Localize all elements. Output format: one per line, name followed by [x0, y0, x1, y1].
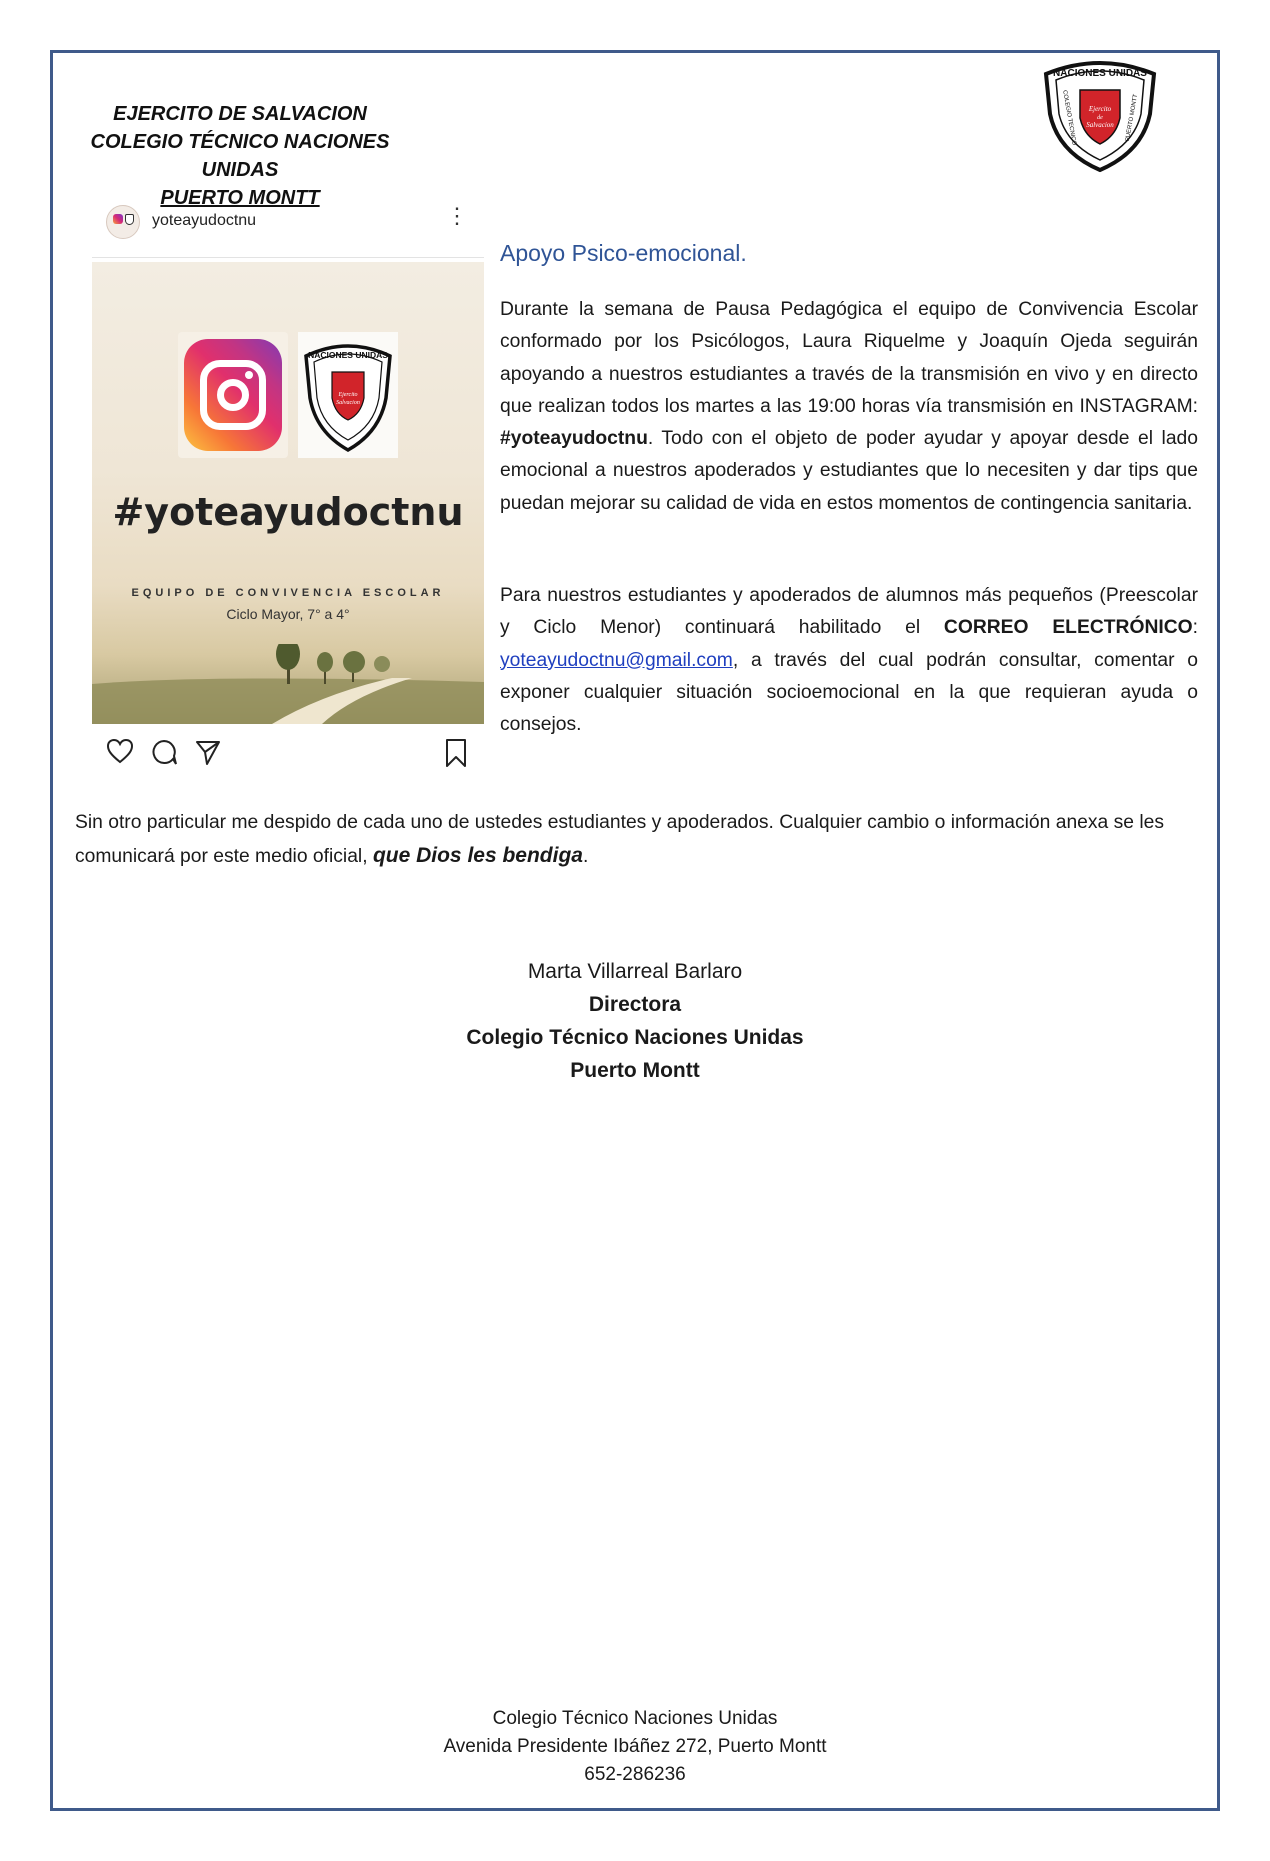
post-cycle-label: Ciclo Mayor, 7° a 4° [226, 606, 350, 622]
post-team-label: EQUIPO DE CONVIVENCIA ESCOLAR [131, 587, 445, 599]
p1-text-b: . Todo con el objeto de poder ayudar y apoyar desde el lado emocional a nuestros apoderados y estudiantes que lo necesiten y dar tips que puedan mejorar su calidad de vida en estos momentos de contingencia sanitaria. [500, 428, 1198, 514]
p1-text-a: Durante la semana de Pausa Pedagógica el equipo de Convivencia Escolar conformado por los Psicólogos, Laura Riquelme y Joaquín Ojeda seguirán apoyando a nuestros estudiantes a través de la transmisión en vivo y en directo que realizan todos los martes a las 19:00 horas vía transmisión en INSTAGRAM: [500, 299, 1198, 417]
svg-text:NACIONES UNIDAS: NACIONES UNIDAS [308, 350, 388, 360]
letterhead-line-3: PUERTO MONTT [160, 187, 320, 209]
signature-role: Directora [588, 993, 682, 1016]
school-shield-icon [298, 332, 398, 458]
p1-hashtag: #yoteayudoctnu [500, 428, 648, 450]
header-divider [92, 257, 484, 258]
letterhead-line-2: COLEGIO TÉCNICO NACIONES UNIDAS [90, 131, 390, 181]
svg-text:Ejercito: Ejercito [1088, 105, 1112, 113]
school-crest-logo [1038, 56, 1162, 174]
avatar-shield-mark [125, 214, 134, 225]
signature-name: Marta Villarreal Barlaro [527, 960, 743, 983]
bookmark-icon[interactable] [444, 738, 468, 768]
post-image [92, 262, 484, 724]
p2-text-b: , a través del cual podrán consultar, comentar o exponer cualquier situación socioemocional en la que requieran ayuda o consejos. [500, 649, 1198, 736]
signature-block [335, 955, 935, 1087]
svg-text:Salvacion: Salvacion [336, 400, 360, 406]
footer-school: Colegio Técnico Naciones Unidas [492, 1708, 778, 1729]
avatar-instagram-mark [113, 214, 123, 224]
email-link[interactable]: yoteayudoctnu@gmail.com [500, 649, 733, 671]
paragraph-email-contact [500, 580, 1198, 741]
instagram-username[interactable]: yoteayudoctnu [152, 212, 257, 229]
svg-text:Salvacion: Salvacion [1086, 121, 1114, 129]
p2-email-label: CORREO ELECTRÓNICO [943, 617, 1193, 639]
share-icon[interactable] [194, 738, 222, 766]
closing-end: . [582, 846, 589, 867]
post-actions-bar [92, 734, 484, 770]
svg-text:NACIONES UNIDAS: NACIONES UNIDAS [1053, 68, 1147, 79]
instagram-post-header [92, 200, 484, 250]
footer-address: Avenida Presidente Ibáñez 272, Puerto Montt [443, 1736, 827, 1757]
footer [335, 1705, 935, 1789]
profile-avatar[interactable] [106, 205, 140, 239]
instagram-post [92, 200, 484, 780]
closing-blessing: que Dios les bendiga [372, 844, 583, 867]
svg-text:COLEGIO TECNICO: COLEGIO TECNICO [1061, 89, 1077, 146]
section-title: Apoyo Psico-emocional. [500, 240, 747, 266]
letterhead-line-1: EJERCITO DE SALVACION [113, 103, 367, 125]
instagram-logo-icon [178, 332, 288, 458]
closing-paragraph [75, 806, 1198, 873]
p2-colon: : [1192, 617, 1199, 639]
svg-text:Ejercito: Ejercito [338, 392, 358, 398]
svg-text:de: de [1097, 115, 1103, 121]
comment-icon[interactable] [150, 738, 178, 766]
signature-school: Colegio Técnico Naciones Unidas [466, 1026, 804, 1049]
svg-text:PUERTO MONTT: PUERTO MONTT [1124, 93, 1140, 142]
landscape-illustration [92, 644, 484, 724]
signature-city: Puerto Montt [570, 1059, 700, 1082]
letterhead [60, 100, 420, 212]
more-options-icon[interactable]: ⋮ [446, 203, 468, 228]
closing-text: Sin otro particular me despido de cada uno de ustedes estudiantes y apoderados. Cualquier cambio o información anexa se les comunicará por este medio oficial, [75, 812, 1164, 867]
heart-icon[interactable] [106, 738, 134, 764]
paragraph-psychology-team [500, 294, 1198, 520]
footer-phone: 652-286236 [584, 1764, 686, 1785]
post-hashtag: #yoteayudoctnu [112, 490, 464, 534]
p2-text-a: Para nuestros estudiantes y apoderados de alumnos más pequeños (Preescolar y Ciclo Menor) continuará habilitado el [500, 585, 1198, 639]
